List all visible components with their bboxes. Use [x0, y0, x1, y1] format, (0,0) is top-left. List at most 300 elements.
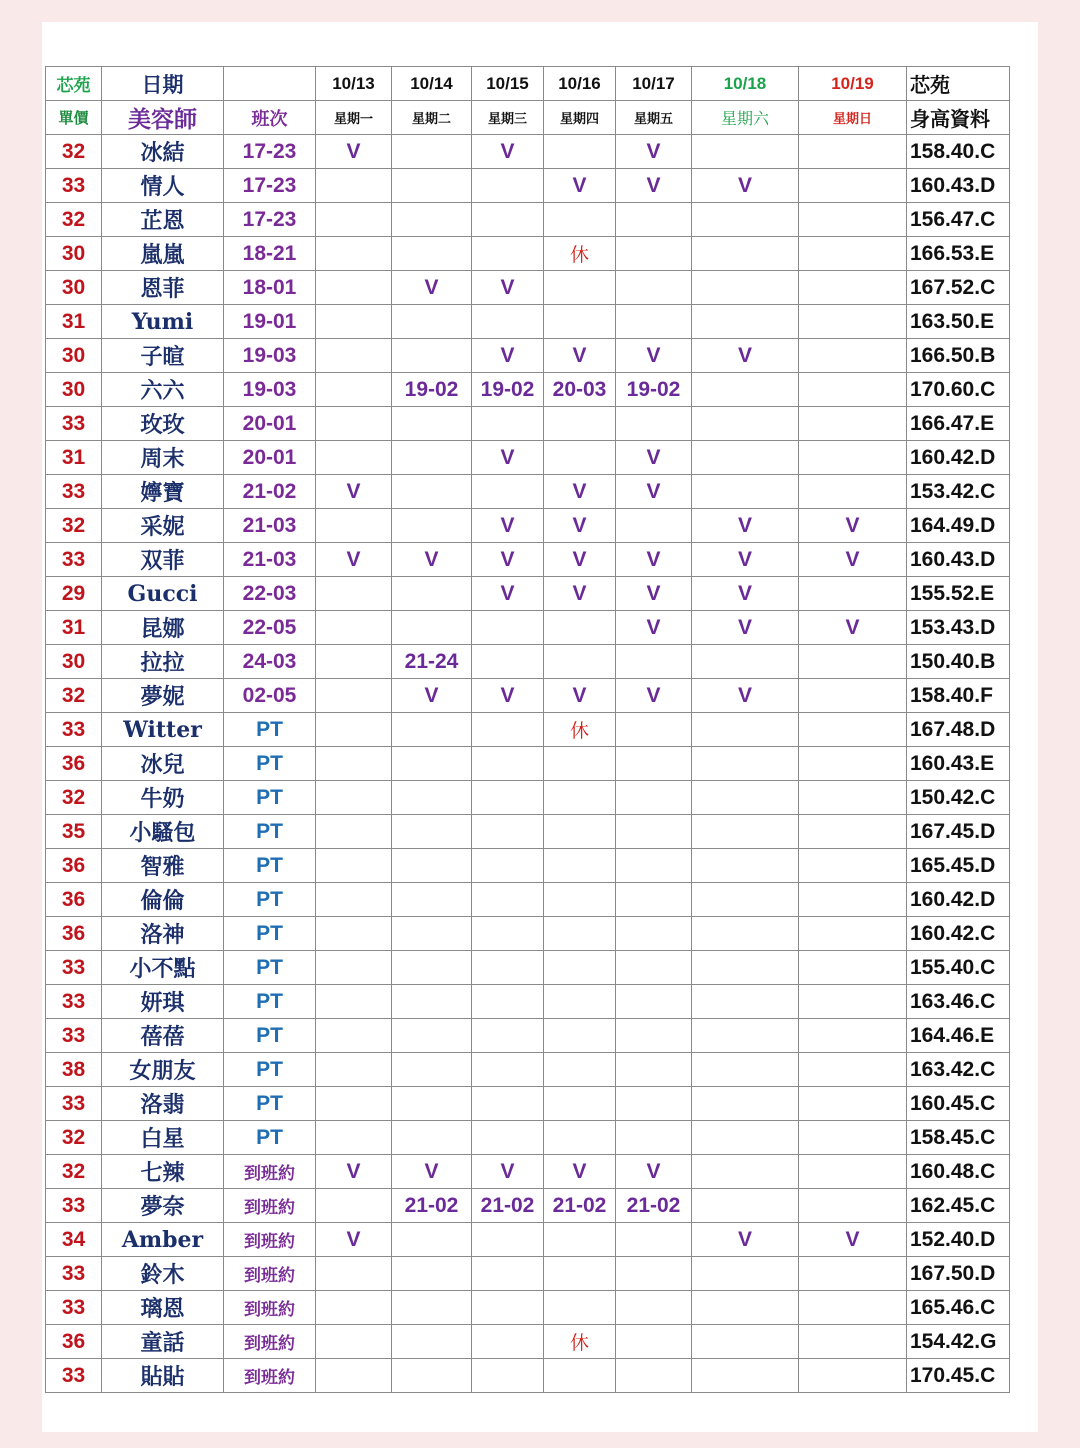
shift-cell: 到班約	[224, 1155, 316, 1189]
table-row	[46, 985, 1010, 1019]
day-cell: V	[616, 135, 692, 169]
beautician-name: 智雅	[102, 849, 224, 883]
day-cell: V	[692, 679, 799, 713]
day-cell: V	[316, 1223, 392, 1257]
height-cell: 153.43.D	[907, 611, 1010, 645]
day-cell	[799, 747, 907, 781]
shift-cell: 到班約	[224, 1223, 316, 1257]
height-cell: 167.52.C	[907, 271, 1010, 305]
shift-cell: PT	[224, 747, 316, 781]
day-cell	[544, 917, 616, 951]
day-cell	[472, 815, 544, 849]
shift-cell: 20-01	[224, 441, 316, 475]
price-cell: 30	[46, 373, 102, 407]
day-cell	[799, 1019, 907, 1053]
day-cell	[692, 1121, 799, 1155]
table-row	[46, 475, 1010, 509]
height-cell: 166.50.B	[907, 339, 1010, 373]
day-cell: V	[799, 543, 907, 577]
day-cell	[392, 917, 472, 951]
day-cell	[544, 645, 616, 679]
beautician-name: 拉拉	[102, 645, 224, 679]
day-cell: V	[692, 1223, 799, 1257]
weekday-tue: 星期二	[392, 101, 472, 135]
day-cell: V	[616, 169, 692, 203]
beautician-name: 玫玫	[102, 407, 224, 441]
day-cell	[799, 373, 907, 407]
day-cell	[799, 781, 907, 815]
beautician-name: 白星	[102, 1121, 224, 1155]
day-cell	[692, 1359, 799, 1393]
day-cell: 21-02	[472, 1189, 544, 1223]
price-cell: 30	[46, 271, 102, 305]
price-cell: 33	[46, 1189, 102, 1223]
day-cell	[799, 645, 907, 679]
day-cell	[616, 781, 692, 815]
day-cell	[799, 1121, 907, 1155]
price-cell: 32	[46, 1121, 102, 1155]
day-cell	[392, 611, 472, 645]
date-10-17: 10/17	[616, 67, 692, 101]
day-cell	[692, 883, 799, 917]
weekday-sat: 星期六	[692, 101, 799, 135]
day-cell	[799, 271, 907, 305]
date-10-18: 10/18	[692, 67, 799, 101]
day-cell	[799, 577, 907, 611]
day-cell	[544, 441, 616, 475]
height-cell: 152.40.D	[907, 1223, 1010, 1257]
day-cell	[692, 271, 799, 305]
price-cell: 33	[46, 951, 102, 985]
beautician-name: 双菲	[102, 543, 224, 577]
day-cell: V	[392, 1155, 472, 1189]
shift-cell: 21-03	[224, 509, 316, 543]
price-cell: 32	[46, 781, 102, 815]
day-cell	[472, 1223, 544, 1257]
beautician-name: Yumi	[102, 305, 224, 339]
day-cell	[616, 985, 692, 1019]
shift-cell: PT	[224, 1019, 316, 1053]
day-cell	[692, 985, 799, 1019]
price-cell: 32	[46, 135, 102, 169]
day-cell	[392, 951, 472, 985]
day-cell: V	[544, 577, 616, 611]
height-cell: 155.40.C	[907, 951, 1010, 985]
shift-cell: 17-23	[224, 135, 316, 169]
shift-cell: PT	[224, 917, 316, 951]
weekday-thu: 星期四	[544, 101, 616, 135]
price-cell: 34	[46, 1223, 102, 1257]
day-cell	[799, 815, 907, 849]
day-cell	[692, 1053, 799, 1087]
day-cell	[616, 645, 692, 679]
shift-cell: 17-23	[224, 169, 316, 203]
day-cell	[692, 1189, 799, 1223]
day-cell	[316, 985, 392, 1019]
day-cell	[392, 509, 472, 543]
beautician-name: 六六	[102, 373, 224, 407]
day-cell	[316, 305, 392, 339]
day-cell	[316, 203, 392, 237]
table-row	[46, 611, 1010, 645]
day-cell	[799, 713, 907, 747]
table-row	[46, 373, 1010, 407]
day-cell	[544, 1223, 616, 1257]
day-cell	[692, 1325, 799, 1359]
day-cell: V	[616, 475, 692, 509]
table-row	[46, 1053, 1010, 1087]
height-cell: 160.45.C	[907, 1087, 1010, 1121]
day-cell	[392, 577, 472, 611]
table-row	[46, 271, 1010, 305]
day-cell	[316, 1019, 392, 1053]
day-cell	[799, 135, 907, 169]
day-cell	[316, 849, 392, 883]
day-cell	[472, 203, 544, 237]
day-cell	[799, 1325, 907, 1359]
day-cell: V	[799, 1223, 907, 1257]
table-row	[46, 305, 1010, 339]
day-cell	[692, 951, 799, 985]
day-cell	[392, 237, 472, 271]
shift-cell: 到班約	[224, 1359, 316, 1393]
table-row	[46, 1359, 1010, 1393]
day-cell	[692, 237, 799, 271]
day-cell	[692, 373, 799, 407]
beautician-name: 冰兒	[102, 747, 224, 781]
table-row	[46, 1155, 1010, 1189]
day-cell	[544, 203, 616, 237]
table-row	[46, 169, 1010, 203]
day-cell: 休	[544, 237, 616, 271]
day-cell	[392, 1053, 472, 1087]
day-cell	[544, 849, 616, 883]
day-cell	[616, 849, 692, 883]
shift-cell: 22-03	[224, 577, 316, 611]
table-row	[46, 1291, 1010, 1325]
day-cell: V	[544, 543, 616, 577]
price-cell: 38	[46, 1053, 102, 1087]
beautician-name: Amber	[102, 1223, 224, 1257]
height-cell: 158.40.C	[907, 135, 1010, 169]
table-row	[46, 1257, 1010, 1291]
day-cell	[544, 135, 616, 169]
day-cell	[692, 645, 799, 679]
day-cell	[316, 713, 392, 747]
shift-cell: PT	[224, 1087, 316, 1121]
day-cell	[392, 305, 472, 339]
beautician-name: 小騷包	[102, 815, 224, 849]
height-cell: 160.43.D	[907, 543, 1010, 577]
table-row	[46, 679, 1010, 713]
day-cell	[616, 1087, 692, 1121]
day-cell: V	[692, 509, 799, 543]
beautician-name: 芷恩	[102, 203, 224, 237]
day-cell: V	[692, 577, 799, 611]
height-cell: 160.42.D	[907, 441, 1010, 475]
shift-cell: 02-05	[224, 679, 316, 713]
day-cell: 21-24	[392, 645, 472, 679]
day-cell	[544, 951, 616, 985]
day-cell: V	[472, 339, 544, 373]
day-cell	[616, 1257, 692, 1291]
day-cell	[316, 339, 392, 373]
price-cell: 33	[46, 1019, 102, 1053]
height-cell: 155.52.E	[907, 577, 1010, 611]
day-cell	[799, 1087, 907, 1121]
date-10-16: 10/16	[544, 67, 616, 101]
day-cell	[799, 1189, 907, 1223]
day-cell	[616, 1325, 692, 1359]
day-cell: V	[472, 271, 544, 305]
weekday-mon: 星期一	[316, 101, 392, 135]
day-cell	[616, 1223, 692, 1257]
day-cell	[799, 339, 907, 373]
day-cell: V	[316, 135, 392, 169]
day-cell: V	[392, 271, 472, 305]
price-cell: 33	[46, 475, 102, 509]
day-cell	[392, 203, 472, 237]
day-cell	[316, 1189, 392, 1223]
price-cell: 33	[46, 1291, 102, 1325]
day-cell	[544, 1019, 616, 1053]
price-cell: 33	[46, 407, 102, 441]
brand-label: 芯苑	[46, 67, 102, 101]
day-cell	[316, 509, 392, 543]
weekday-fri: 星期五	[616, 101, 692, 135]
day-cell	[316, 1359, 392, 1393]
day-cell: V	[544, 475, 616, 509]
height-cell: 167.48.D	[907, 713, 1010, 747]
height-cell: 165.45.D	[907, 849, 1010, 883]
table-row	[46, 713, 1010, 747]
price-cell: 32	[46, 509, 102, 543]
table-row	[46, 849, 1010, 883]
day-cell	[316, 1053, 392, 1087]
shift-cell: 21-03	[224, 543, 316, 577]
day-cell	[692, 713, 799, 747]
height-cell: 160.43.E	[907, 747, 1010, 781]
day-cell	[316, 237, 392, 271]
day-cell: V	[616, 577, 692, 611]
day-cell	[392, 1325, 472, 1359]
day-cell	[472, 1291, 544, 1325]
day-cell	[616, 951, 692, 985]
day-cell	[392, 815, 472, 849]
beautician-name: 鈴木	[102, 1257, 224, 1291]
day-cell	[799, 1257, 907, 1291]
price-cell: 33	[46, 1087, 102, 1121]
day-cell	[544, 985, 616, 1019]
day-cell	[544, 1121, 616, 1155]
day-cell: V	[692, 543, 799, 577]
day-cell: 21-02	[392, 1189, 472, 1223]
day-cell: V	[544, 169, 616, 203]
day-cell	[544, 1291, 616, 1325]
day-cell	[316, 1257, 392, 1291]
height-cell: 153.42.C	[907, 475, 1010, 509]
day-cell	[392, 1359, 472, 1393]
day-cell	[544, 781, 616, 815]
day-cell: V	[472, 1155, 544, 1189]
day-cell	[392, 339, 472, 373]
day-cell	[692, 407, 799, 441]
day-cell	[692, 1257, 799, 1291]
table-row	[46, 441, 1010, 475]
day-cell	[616, 203, 692, 237]
day-cell	[799, 985, 907, 1019]
day-cell	[472, 985, 544, 1019]
day-cell	[799, 1155, 907, 1189]
day-cell	[392, 1019, 472, 1053]
day-cell	[692, 441, 799, 475]
day-cell	[544, 407, 616, 441]
day-cell	[616, 1053, 692, 1087]
table-row	[46, 339, 1010, 373]
table-row	[46, 1223, 1010, 1257]
day-cell	[472, 917, 544, 951]
day-cell: V	[316, 475, 392, 509]
day-cell: 19-02	[472, 373, 544, 407]
day-cell: V	[472, 135, 544, 169]
day-cell	[544, 747, 616, 781]
day-cell: V	[392, 679, 472, 713]
height-cell: 156.47.C	[907, 203, 1010, 237]
day-cell: 21-02	[544, 1189, 616, 1223]
day-cell: V	[616, 1155, 692, 1189]
day-cell	[316, 747, 392, 781]
day-cell	[544, 1087, 616, 1121]
height-cell: 154.42.G	[907, 1325, 1010, 1359]
day-cell	[472, 1359, 544, 1393]
day-cell: V	[692, 339, 799, 373]
day-cell: 休	[544, 713, 616, 747]
day-cell	[392, 747, 472, 781]
day-cell	[392, 985, 472, 1019]
header-row-weekdays	[46, 101, 1010, 135]
price-cell: 33	[46, 169, 102, 203]
day-cell	[544, 815, 616, 849]
day-cell	[692, 1087, 799, 1121]
price-cell: 33	[46, 1257, 102, 1291]
shift-cell: PT	[224, 985, 316, 1019]
day-cell: V	[544, 679, 616, 713]
price-cell: 33	[46, 543, 102, 577]
day-cell	[544, 883, 616, 917]
price-cell: 32	[46, 679, 102, 713]
day-cell: V	[316, 1155, 392, 1189]
day-cell	[616, 237, 692, 271]
day-cell	[392, 475, 472, 509]
day-cell: V	[544, 1155, 616, 1189]
day-cell	[799, 475, 907, 509]
day-cell	[799, 203, 907, 237]
shift-cell: 到班約	[224, 1189, 316, 1223]
day-cell	[472, 713, 544, 747]
height-cell: 158.45.C	[907, 1121, 1010, 1155]
height-cell: 166.53.E	[907, 237, 1010, 271]
day-cell	[799, 1359, 907, 1393]
day-cell: V	[472, 577, 544, 611]
day-cell	[799, 407, 907, 441]
day-cell	[692, 305, 799, 339]
day-cell	[392, 849, 472, 883]
beautician-name: 妍琪	[102, 985, 224, 1019]
day-cell	[616, 1121, 692, 1155]
date-10-15: 10/15	[472, 67, 544, 101]
day-cell: V	[799, 611, 907, 645]
price-cell: 36	[46, 747, 102, 781]
beautician-header: 美容師	[102, 101, 224, 135]
date-label: 日期	[102, 67, 224, 101]
day-cell: V	[472, 679, 544, 713]
shift-cell: 20-01	[224, 407, 316, 441]
beautician-name: 嵐嵐	[102, 237, 224, 271]
day-cell	[316, 441, 392, 475]
day-cell	[544, 611, 616, 645]
day-cell	[799, 237, 907, 271]
day-cell	[472, 849, 544, 883]
day-cell	[392, 713, 472, 747]
day-cell	[616, 1019, 692, 1053]
price-cell: 32	[46, 203, 102, 237]
day-cell	[472, 645, 544, 679]
day-cell	[316, 815, 392, 849]
table-row	[46, 781, 1010, 815]
table-row	[46, 645, 1010, 679]
day-cell: V	[616, 679, 692, 713]
day-cell: V	[616, 543, 692, 577]
shift-cell: 18-01	[224, 271, 316, 305]
day-cell	[316, 781, 392, 815]
day-cell	[692, 1155, 799, 1189]
price-cell: 31	[46, 611, 102, 645]
day-cell	[316, 1291, 392, 1325]
shift-cell: 17-23	[224, 203, 316, 237]
day-cell	[692, 475, 799, 509]
table-row	[46, 1019, 1010, 1053]
day-cell	[392, 1291, 472, 1325]
day-cell	[392, 441, 472, 475]
beautician-name: 夢妮	[102, 679, 224, 713]
beautician-name: 夢奈	[102, 1189, 224, 1223]
price-header: 單價	[46, 101, 102, 135]
day-cell: V	[392, 543, 472, 577]
shift-cell: PT	[224, 713, 316, 747]
day-cell	[316, 1121, 392, 1155]
price-cell: 36	[46, 1325, 102, 1359]
day-cell: V	[692, 611, 799, 645]
day-cell	[692, 815, 799, 849]
shift-cell: PT	[224, 781, 316, 815]
height-cell: 164.46.E	[907, 1019, 1010, 1053]
beautician-name: 貼貼	[102, 1359, 224, 1393]
day-cell: V	[616, 611, 692, 645]
day-cell	[692, 747, 799, 781]
day-cell	[799, 305, 907, 339]
day-cell	[472, 1019, 544, 1053]
day-cell	[799, 1053, 907, 1087]
day-cell	[799, 1291, 907, 1325]
schedule-table	[45, 66, 1010, 1393]
day-cell	[392, 1257, 472, 1291]
day-cell	[616, 713, 692, 747]
shift-cell: 22-05	[224, 611, 316, 645]
day-cell	[692, 849, 799, 883]
day-cell	[472, 237, 544, 271]
day-cell	[316, 407, 392, 441]
day-cell	[472, 883, 544, 917]
